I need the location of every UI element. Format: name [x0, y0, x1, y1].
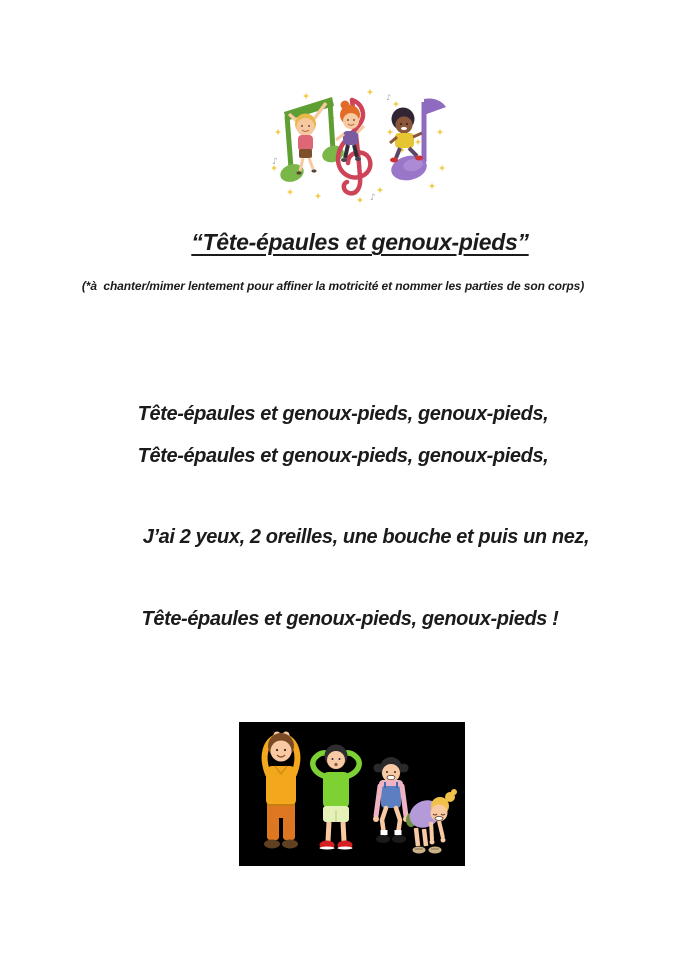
music-kids-illustration	[272, 88, 448, 206]
small-note-icon: ♪	[386, 93, 392, 102]
small-note-icon: ♪	[370, 193, 376, 203]
boy-on-purple-note	[390, 108, 423, 163]
lyric-line-2: Tête-épaules et genoux-pieds, genoux-pieds,	[137, 445, 549, 467]
kids-exercise-svg	[239, 722, 465, 866]
small-note-icon: ♪	[272, 157, 278, 167]
music-kids-svg	[272, 88, 448, 206]
lyric-line-3: J’ai 2 yeux, 2 oreilles, une bouche et puis un nez,	[142, 526, 590, 548]
lyric-line-1: Tête-épaules et genoux-pieds, genoux-pieds,	[137, 403, 549, 425]
lyric-line-4: Tête-épaules et genoux-pieds, genoux-pieds !	[141, 608, 559, 630]
song-title: “Tête-épaules et genoux-pieds”	[191, 229, 529, 255]
kids-exercise-illustration	[239, 722, 465, 866]
song-subtitle: (*à chanter/mimer lentement pour affiner la motricité et nommer les parties de son corps)	[81, 279, 585, 293]
